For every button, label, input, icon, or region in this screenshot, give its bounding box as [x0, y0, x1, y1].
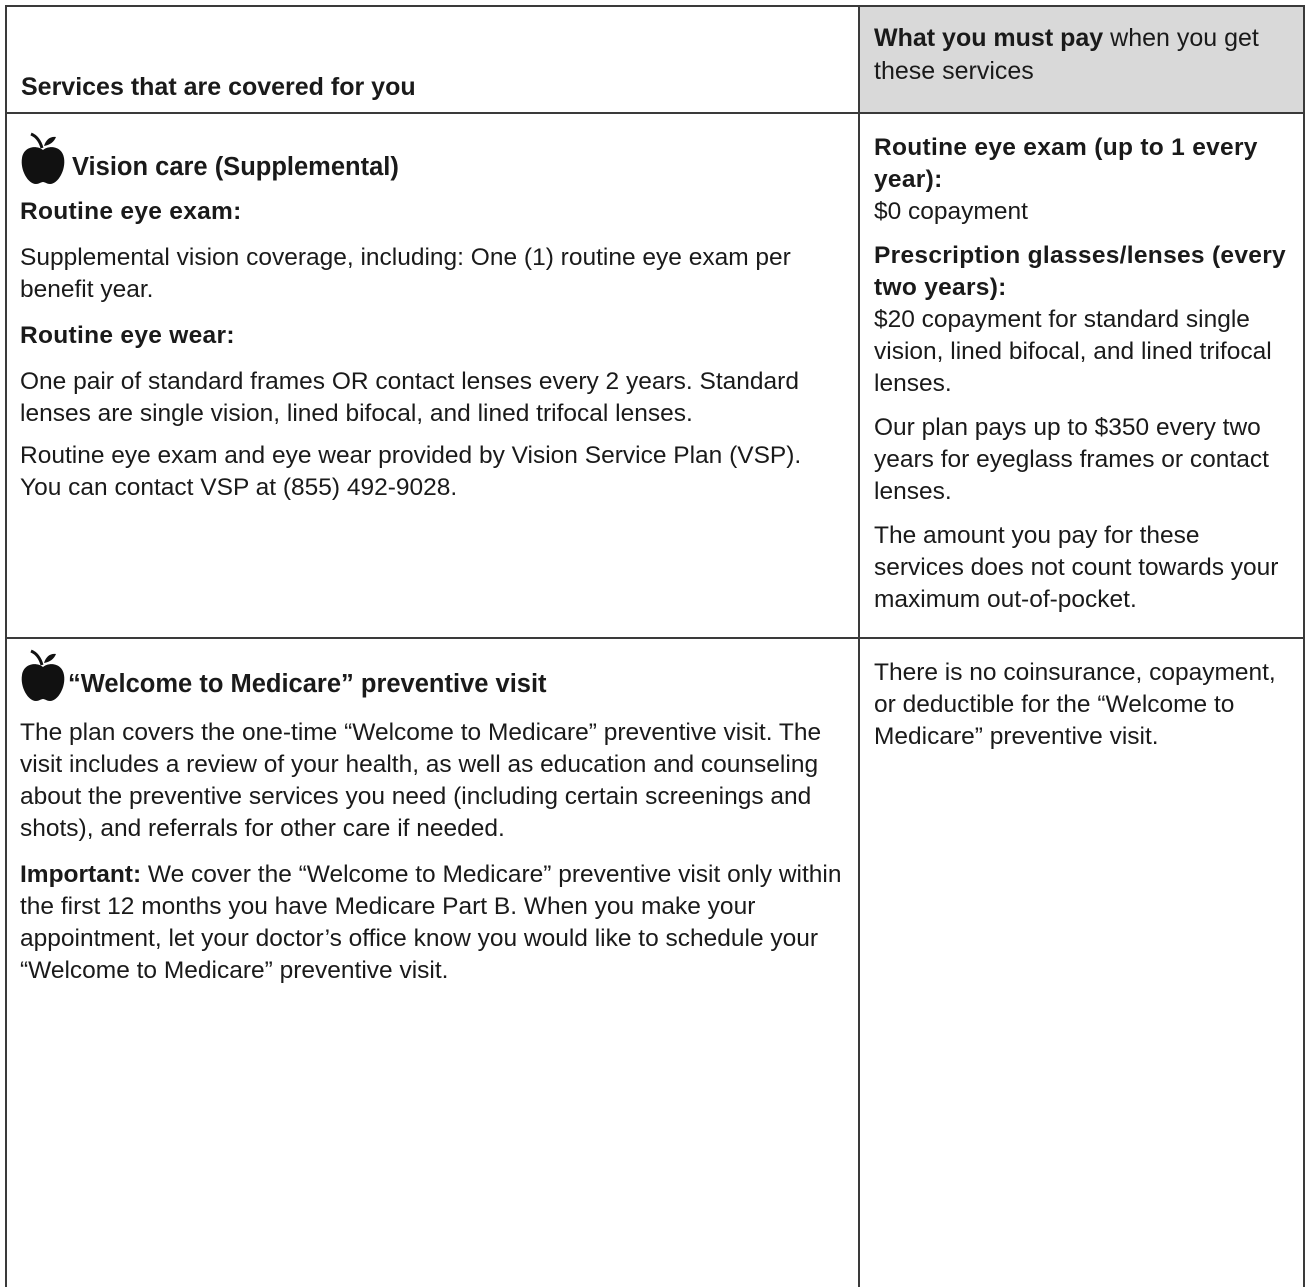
welcome-pay-text: There is no coinsurance, copayment, or deductible for the “Welcome to Medicare” preventive visit.	[874, 659, 1276, 750]
welcome-pay-cell	[860, 639, 1303, 1287]
header-pay-cell	[860, 7, 1303, 112]
eye-exam-heading: Routine eye exam:	[20, 198, 242, 225]
table-row	[7, 114, 1303, 639]
welcome-title-row	[20, 647, 844, 703]
vision-title-row	[20, 130, 844, 186]
benefits-table	[5, 5, 1305, 1287]
pay-glasses-cost: $20 copayment for standard single vision, lined bifocal, and lined trifocal lenses.	[874, 306, 1272, 397]
important-label: Important:	[20, 861, 142, 888]
pay-glasses-heading: Prescription glasses/lenses (every two years):	[874, 242, 1286, 301]
header-services-label: Services that are covered for you	[21, 73, 416, 101]
pay-exam-cost: $0 copayment	[874, 198, 1028, 225]
welcome-description: The plan covers the one-time “Welcome to Medicare” preventive visit. The visit includes a review of your health, as well as education and counseling about the preventive services you need (including certain screenings and shots), and referrals for other care if needed.	[20, 719, 822, 842]
table-header-row	[7, 7, 1303, 114]
apple-icon	[20, 130, 66, 186]
welcome-title: “Welcome to Medicare” preventive visit	[68, 670, 547, 698]
eye-wear-text: One pair of standard frames OR contact lenses every 2 years. Standard lenses are single vision, lined bifocal, and lined trifocal lenses.	[20, 368, 799, 427]
pay-exam-heading: Routine eye exam (up to 1 every year):	[874, 134, 1258, 193]
eye-exam-text: Supplemental vision coverage, including: One (1) routine eye exam per benefit year.	[20, 244, 791, 303]
pay-allowance-text: Our plan pays up to $350 every two years for eyeglass frames or contact lenses.	[874, 414, 1269, 505]
vision-title: Vision care (Supplemental)	[72, 153, 399, 181]
header-pay-rest: when you get these services	[874, 24, 1259, 85]
table-row	[7, 639, 1303, 1287]
header-pay-bold: What you must pay	[874, 24, 1104, 52]
vsp-provider-text: Routine eye exam and eye wear provided by Vision Service Plan (VSP). You can contact VSP at (855) 492-9028.	[20, 442, 802, 501]
welcome-services-cell	[7, 639, 860, 1287]
vision-pay-cell	[860, 114, 1303, 637]
apple-icon	[20, 647, 66, 703]
eye-wear-heading: Routine eye wear:	[20, 322, 235, 349]
vision-services-cell	[7, 114, 860, 637]
important-text: We cover the “Welcome to Medicare” preventive visit only within the first 12 months you have Medicare Part B. When you make your appointment, let your doctor’s office know you would like to schedule your “Welcome to Medicare” preventive visit.	[20, 861, 842, 984]
welcome-important-note	[20, 859, 844, 987]
header-pay-label	[874, 22, 1293, 88]
header-services-cell	[7, 7, 860, 112]
pay-oop-note: The amount you pay for these services does not count towards your maximum out-of-pocket.	[874, 522, 1279, 613]
